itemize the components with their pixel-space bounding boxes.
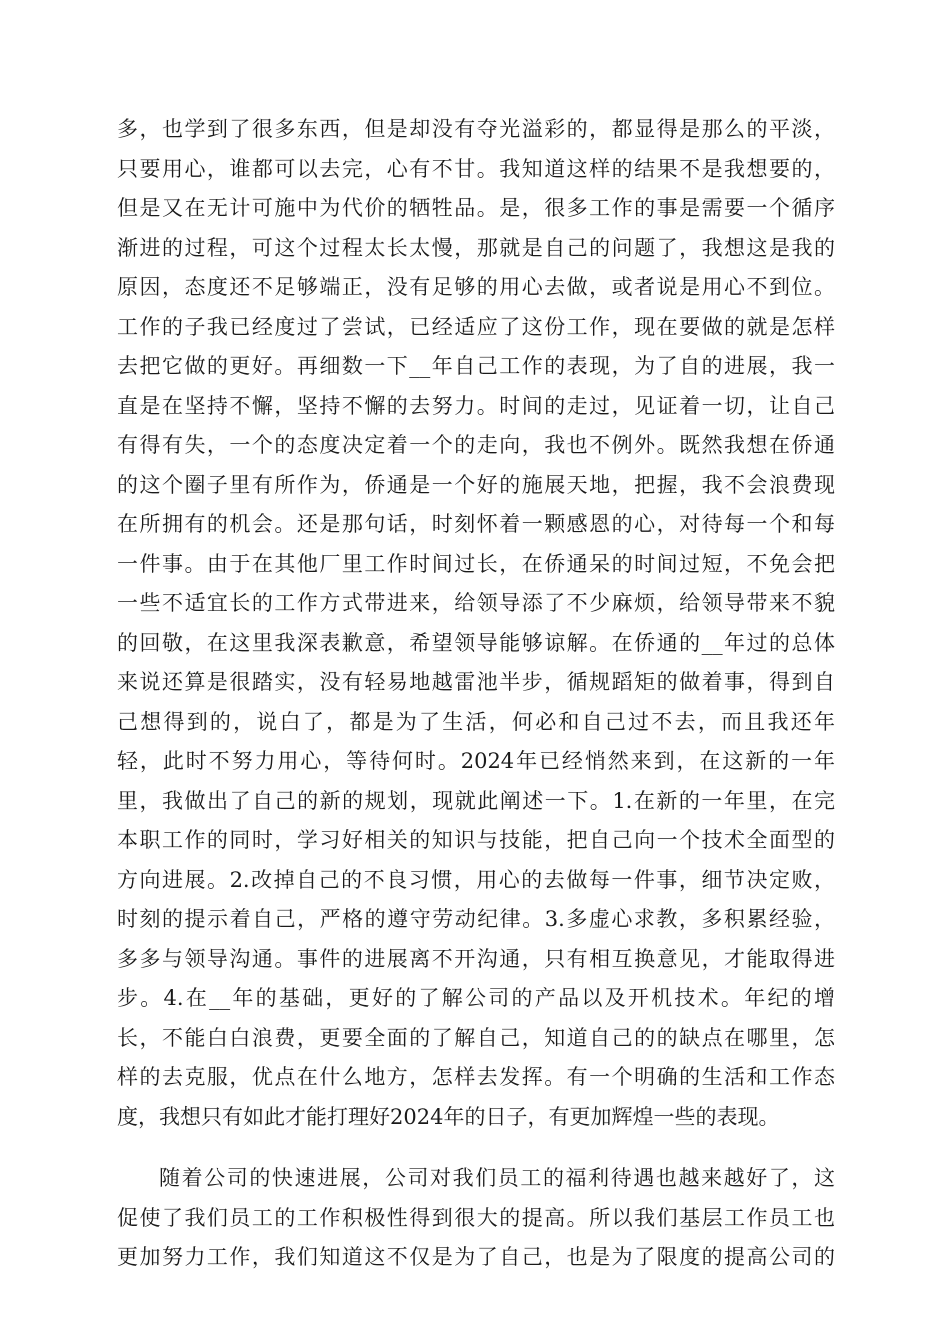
- text-line: 的这个圈子里有所作为，侨通是一个好的施展天地，把握，我不会浪费现: [117, 472, 835, 497]
- text-line: 本职工作的同时，学习好相关的知识与技能，把自己向一个技术全面型的: [117, 828, 835, 852]
- text-line: 直是在坚持不懈，坚持不懈的去努力。时间的走过，见证着一切，让自己: [117, 393, 835, 418]
- text-line: 来说还算是很踏实，没有轻易地越雷池半步，循规蹈矩的做着事，得到自: [117, 670, 835, 694]
- text-line: 轻，此时不努力用心，等待何时。2024年已经悄然来到，在这新的一年: [117, 749, 835, 773]
- text-line: 随着公司的快速进展，公司对我们员工的福利待遇也越来越好了，这: [159, 1166, 835, 1190]
- paragraph-spacer: [117, 1137, 835, 1159]
- document-body: [117, 110, 835, 1278]
- text-line: 一些不适宜长的工作方式带进来，给领导添了不少麻烦，给领导带来不貌: [117, 591, 835, 615]
- text-line: 原因，态度还不足够端正，没有足够的用心去做，或者说是用心不到位。: [117, 275, 835, 299]
- text-line: 时刻的提示着自己，严格的遵守劳动纪律。3.多虚心求教，多积累经验，: [117, 907, 835, 931]
- text-line: 促使了我们员工的工作积极性得到很大的提高。所以我们基层工作员工也: [117, 1205, 835, 1230]
- text-line: 更加努力工作，我们知道这不仅是为了自己，也是为了限度的提高公司的: [117, 1245, 835, 1269]
- text-line: 的回敬，在这里我深表歉意，希望领导能够谅解。在侨通的__年过的总体: [117, 630, 835, 655]
- text-line: 样的去克服，优点在什么地方，怎样去发挥。有一个明确的生活和工作态: [117, 1065, 835, 1089]
- text-line: 长，不能白白浪费，更要全面的了解自己，知道自己的的缺点在哪里，怎: [117, 1025, 835, 1050]
- text-line: 里，我做出了自己的新的规划，现就此阐述一下。1.在新的一年里，在完: [117, 788, 835, 813]
- text-line: 一件事。由于在其他厂里工作时间过长，在侨通呆的时间过短，不免会把: [117, 551, 835, 576]
- text-line: 方向进展。2.改掉自己的不良习惯，用心的去做每一件事，细节决定败，: [117, 867, 835, 892]
- text-line: 工作的子我已经度过了尝试，已经适应了这份工作，现在要做的就是怎样: [117, 314, 835, 339]
- text-line: 度，我想只有如此才能打理好2024年的日子，有更加辉煌一些的表现。: [117, 1104, 780, 1129]
- text-line: 多多与领导沟通。事件的进展离不开沟通，只有相互换意见，才能取得进: [117, 946, 835, 971]
- text-line: 只要用心，谁都可以去完，心有不甘。我知道这样的结果不是我想要的，: [117, 156, 835, 181]
- text-line: 渐进的过程，可这个过程太长太慢，那就是自己的问题了，我想这是我的: [117, 235, 835, 260]
- paragraph: [117, 110, 835, 1137]
- text-line: 步。4.在__年的基础，更好的了解公司的产品以及开机技术。年纪的增: [117, 986, 835, 1010]
- text-line: 己想得到的，说白了，都是为了生活，何必和自己过不去，而且我还年: [117, 709, 835, 734]
- paragraph: [117, 1159, 835, 1278]
- text-line: 有得有失，一个的态度决定着一个的走向，我也不例外。既然我想在侨通: [117, 433, 835, 457]
- text-line: 但是又在无计可施中为代价的牺牲品。是，很多工作的事是需要一个循序: [117, 196, 835, 220]
- text-line: 在所拥有的机会。还是那句话，时刻怀着一颗感恩的心，对待每一个和每: [117, 512, 835, 536]
- text-line: 多，也学到了很多东西，但是却没有夺光溢彩的，都显得是那么的平淡，: [117, 117, 835, 141]
- text-line: 去把它做的更好。再细数一下__年自己工作的表现，为了自的进展，我一: [117, 354, 835, 378]
